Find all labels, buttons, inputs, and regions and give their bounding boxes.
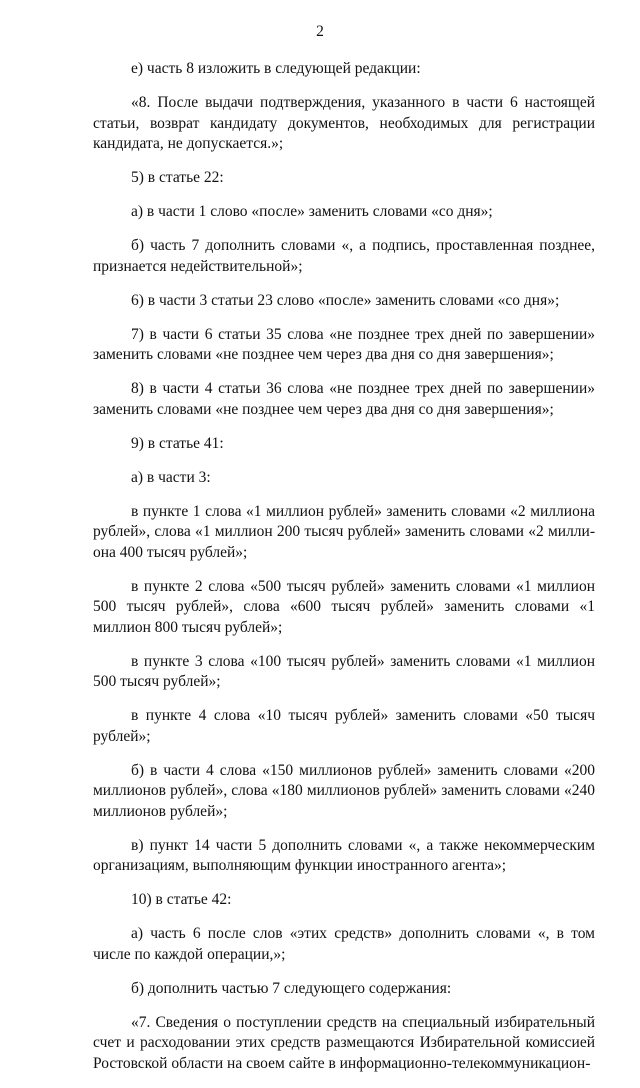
page-number: 2 — [316, 23, 324, 40]
paragraph: а) в части 1 слово «после» заменить словами «со дня»; — [131, 203, 493, 220]
paragraph: а) часть 6 после слов «этих средств» дополнить словами «, в том числе по каждой операции,»; — [93, 925, 595, 963]
paragraph: в) пункт 14 части 5 дополнить словами «, а также некоммерческим организациям, выполняющим функции иностранного агента»; — [93, 836, 595, 874]
document-body — [93, 59, 595, 1088]
paragraph: а) в части 3: — [131, 468, 211, 486]
paragraph: б) часть 7 дополнить словами «, а подпись, проставленная позднее, признается недействительной»; — [93, 237, 595, 275]
paragraph: «7. Сведения о поступлении средств на специальный избирательный счет и расходовании этих средств размещаются Избирательной комиссией Ростовской области на своем сайте в информационно-телекоммуникацион- — [93, 1013, 595, 1072]
paragraph: в пункте 2 слова «500 тысяч рублей» заменить словами «1 миллион 500 тысяч рублей», слова «600 тысяч рублей» заменить словами «1 миллион 800 тысяч рублей»; — [93, 577, 595, 636]
paragraph: в пункте 3 слова «100 тысяч рублей» заменить словами «1 миллион 500 тысяч рублей»; — [93, 652, 595, 690]
paragraph: 7) в части 6 статьи 35 слова «не позднее трех дней по завершении» заменить словами «не позднее чем через два дня со дня завершения»; — [93, 325, 595, 363]
paragraph: б) дополнить частью 7 следующего содержания: — [131, 979, 452, 997]
paragraph: 8) в части 4 статьи 36 слова «не позднее трех дней по завершении» заменить словами «не позднее чем через два дня со дня завершения»; — [93, 380, 595, 418]
paragraph: 6) в части 3 статьи 23 слово «после» заменить словами «со дня»; — [131, 291, 560, 309]
paragraph: 9) в статье 41: — [131, 434, 224, 452]
paragraph: б) в части 4 слова «150 миллионов рублей» заменить словами «200 миллионов рублей», слова «180 миллионов рублей» заменить словами «240 миллионов рублей»; — [93, 761, 595, 820]
paragraph: в пункте 1 слова «1 миллион рублей» заменить словами «2 миллиона рублей», слова «1 миллион 200 тысяч рублей» заменить словами «2 миллиона 400 тысяч рублей»; — [93, 502, 595, 561]
paragraph: е) часть 8 изложить в следующей редакции: — [131, 60, 421, 77]
paragraph: «8. После выдачи подтверждения, указанного в части 6 настоящей статьи, возврат кандидату документов, необходимых для регистрации кандидата, не допускается.»; — [93, 94, 595, 152]
paragraph: 10) в статье 42: — [131, 891, 232, 908]
paragraph: 5) в статье 22: — [131, 169, 224, 186]
paragraph: в пункте 4 слова «10 тысяч рублей» заменить словами «50 тысяч рублей»; — [93, 707, 595, 745]
